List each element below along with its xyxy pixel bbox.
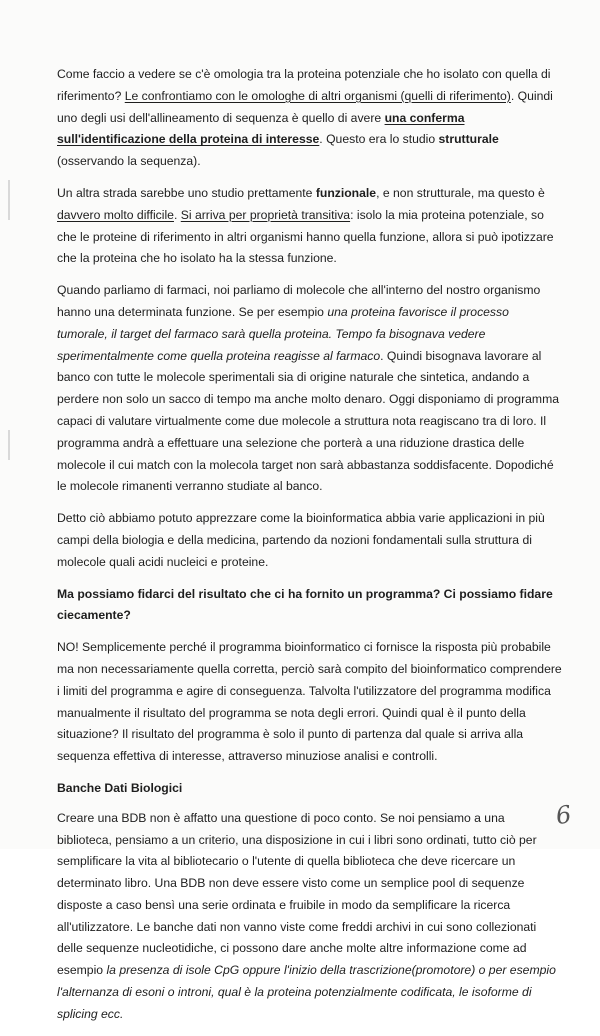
- paragraph-answer: NO! Semplicemente perché il programma bioinformatico ci fornisce la risposta più probabile ma non necessariamente quella corretta, perciò sarà compito del bioinformatico comprendere i limiti del programma e agire di conseguenza. Talvolta l'utilizzatore del programma modifica manualmente il risultato del programma se nota degli errori. Quindi qual è il punto della situazione? Il risultato del programma è solo il punto di partenza dal quale si arriva alla sequenza effettiva di interesse, attraverso minuziose analisi e controlli.: [57, 640, 562, 764]
- text-span: Quando parliamo di farmaci, noi parliamo di molecole che all'interno del nostro organismo hanno una determinata funzione. Se per esempio: [57, 283, 541, 319]
- text-span: , e non strutturale, ma questo è: [376, 185, 545, 200]
- text-span: Un altra strada sarebbe uno studio prettamente: [57, 185, 316, 200]
- paragraph-functional-study: [57, 183, 562, 270]
- text-span: (osservando la sequenza).: [57, 154, 201, 169]
- text-span: . Quindi uno degli usi dell'allineamento di sequenza è quello di avere: [57, 88, 553, 125]
- underlined-text: Si arriva per proprietà transitiva: [180, 207, 351, 222]
- italic-text: la presenza di isole CpG oppure l'inizio della trascrizione(promotore) o per esempio l'alternanza di esoni o introni, qual è la proteina potenzialmente codificata, le isoforme di splicing ecc.: [57, 963, 556, 1021]
- text-span: . Questo era lo studio: [319, 132, 439, 147]
- underlined-text: davvero molto difficile: [57, 207, 174, 222]
- bold-text: strutturale: [438, 132, 499, 147]
- question-heading: Ma possiamo fidarci del risultato che ci ha fornito un programma? Ci possiamo fidare ciecamente?: [57, 586, 553, 623]
- underlined-text: Le confrontiamo con le omologhe di altri organismi (quelli di riferimento): [124, 88, 511, 103]
- text-span: : isolo la mia proteina potenziale, so che le proteine di riferimento in altri organismi hanno quella funzione, allora si può ipotizzare che la proteina che ho isolato ha la stessa funzione.: [57, 207, 554, 266]
- italic-text: una proteina favorisce il processo tumorale, il target del farmaco sarà quella proteina. Tempo fa bisognava vedere sperimentalmente come quella proteina reagisse al farmaco: [57, 304, 509, 363]
- bold-underlined-text: una conferma sull'identificazione della proteina di interesse: [57, 110, 465, 147]
- text-span: . Quindi bisognava lavorare al banco con tutte le molecole sperimentali sia di origine naturale che sintetica, andando a perdere non solo un sacco di tempo ma anche molto denaro. Oggi disponiamo di programma capaci di valutare virtualmente come due molecole a struttura nota reagiscano tra di loro. Il programma andrà a effettuare una selezione che porterà a una riduzione drastica delle molecole il cui match con la molecola target non sarà abbastanza soddisfacente. Dopodiché le molecole rimanenti verranno studiate al banco.: [57, 348, 560, 494]
- text-span: Come faccio a vedere se c'è omologia tra la proteina potenziale che ho isolato con quella di riferimento?: [57, 67, 551, 103]
- document-body: [57, 64, 562, 1036]
- text-span: Creare una BDB non è affatto una questione di poco conto. Se noi pensiamo a una biblioteca, pensiamo a un criterio, una disposizione in cui i libri sono ordinati, tutto ciò per semplificare la vita al bibliotecario o l'utente di quella biblioteca che deve ricercare un determinato libro. Una BDB non deve essere visto come un semplice pool di sequenze disposte a caso bensì una serie ordinata e fruibile in modo da semplificare la ricerca all'utilizzatore. Le banche dati non vanno viste come freddi archivi in cui sono collezionati delle sequenze nucleotidiche, ci possono dare anche molte altre informazione come ad esempio: [57, 810, 537, 978]
- scan-margin-mark: [8, 180, 10, 220]
- paragraph-databases: [57, 808, 562, 1026]
- paragraph-bioinformatics-applications: Detto ciò abbiamo potuto apprezzare come la bioinformatica abbia varie applicazioni in più campi della biologia e della medicina, partendo da nozioni fondamentali sulla struttura di molecole quali acidi nucleici e proteine.: [57, 511, 545, 569]
- scan-margin-mark: [8, 430, 10, 460]
- paragraph-drugs: [57, 280, 562, 498]
- text-span: .: [173, 207, 181, 222]
- section-heading: Banche Dati Biologici: [57, 780, 183, 795]
- page-number: 6: [553, 800, 574, 831]
- paragraph-homology: [57, 64, 562, 173]
- bold-text: funzionale: [315, 185, 377, 200]
